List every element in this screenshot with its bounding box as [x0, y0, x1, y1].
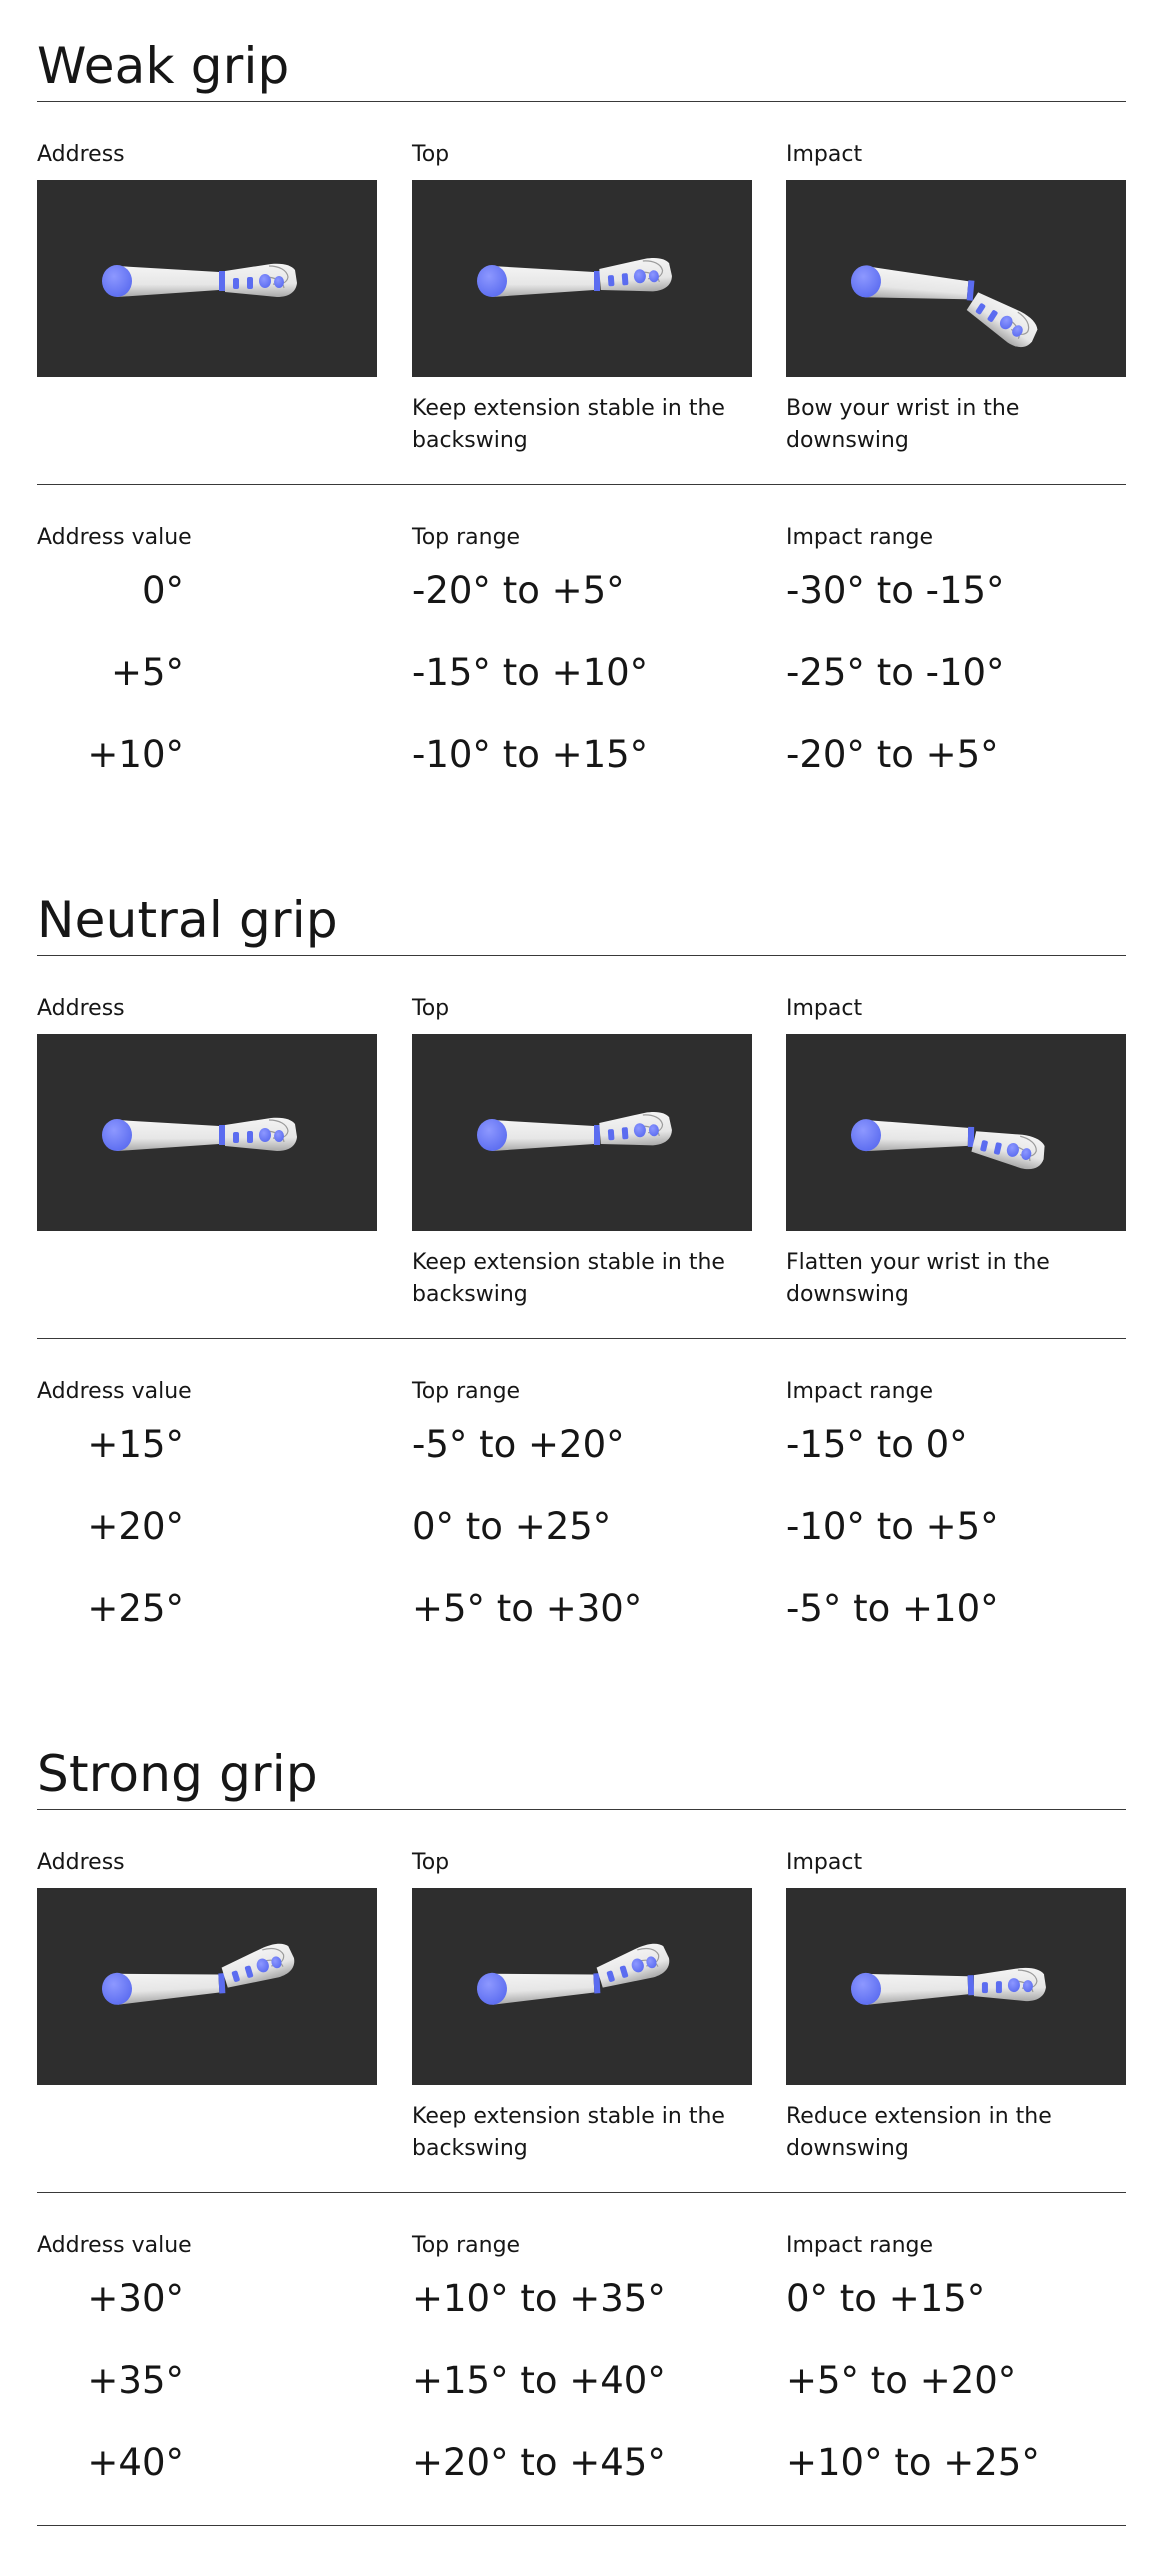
top-range-value: +15° to +40° — [412, 2359, 666, 2402]
arm-illustration-icon — [412, 180, 752, 377]
address-value: +10° — [87, 733, 184, 776]
impact-range-value: +5° to +20° — [786, 2359, 1017, 2402]
figure-label: Top — [412, 996, 450, 1021]
figure-caption: Keep extension stable in the backswing — [412, 2104, 725, 2161]
wrist-pose-image — [37, 180, 377, 377]
figure-caption: Bow your wrist in the downswing — [786, 396, 1020, 453]
figure-caption: Keep extension stable in the backswing — [412, 1250, 725, 1307]
impact-range-value: -15° to 0° — [786, 1423, 968, 1466]
wrist-pose-image — [37, 1034, 377, 1231]
top-range-value: +10° to +35° — [412, 2277, 666, 2320]
wrist-pose-image — [412, 180, 752, 377]
arm-illustration-icon — [786, 1034, 1126, 1231]
figure-caption: Reduce extension in the downswing — [786, 2104, 1052, 2161]
column-header: Top range — [412, 1379, 521, 1404]
section-divider — [37, 2525, 1126, 2526]
wrist-pose-image — [786, 1034, 1126, 1231]
section-divider — [37, 1338, 1126, 1339]
section-divider — [37, 955, 1126, 956]
figure-caption: Flatten your wrist in the downswing — [786, 1250, 1050, 1307]
figure-label: Impact — [786, 1850, 863, 1875]
figure-label: Top — [412, 1850, 450, 1875]
figure-label: Impact — [786, 142, 863, 167]
impact-range-value: -25° to -10° — [786, 651, 1005, 694]
column-header: Address value — [37, 525, 192, 550]
address-value: +30° — [87, 2277, 184, 2320]
figure-label: Address — [37, 142, 125, 167]
figure-label: Top — [412, 142, 450, 167]
address-value: +15° — [87, 1423, 184, 1466]
column-header: Top range — [412, 2233, 521, 2258]
section-divider — [37, 101, 1126, 102]
section-divider — [37, 1809, 1126, 1810]
section-divider — [37, 484, 1126, 485]
arm-illustration-icon — [37, 1888, 377, 2085]
arm-illustration-icon — [412, 1034, 752, 1231]
column-header: Impact range — [786, 2233, 934, 2258]
address-value: +20° — [87, 1505, 184, 1548]
impact-range-value: +10° to +25° — [786, 2441, 1040, 2484]
impact-range-value: -30° to -15° — [786, 569, 1005, 612]
impact-range-value: -20° to +5° — [786, 733, 999, 776]
arm-illustration-icon — [786, 1888, 1126, 2085]
wrist-pose-image — [412, 1034, 752, 1231]
address-value: +35° — [87, 2359, 184, 2402]
section-title: Weak grip — [37, 37, 290, 95]
column-header: Address value — [37, 1379, 192, 1404]
arm-illustration-icon — [37, 180, 377, 377]
column-header: Address value — [37, 2233, 192, 2258]
impact-range-value: -10° to +5° — [786, 1505, 999, 1548]
section-divider — [37, 2192, 1126, 2193]
address-value: +25° — [87, 1587, 184, 1630]
figure-caption: Keep extension stable in the backswing — [412, 396, 725, 453]
arm-illustration-icon — [786, 180, 1126, 377]
section-title: Neutral grip — [37, 891, 338, 949]
figure-label: Impact — [786, 996, 863, 1021]
arm-illustration-icon — [37, 1034, 377, 1231]
address-value: 0° — [141, 569, 184, 612]
top-range-value: 0° to +25° — [412, 1505, 612, 1548]
wrist-pose-image — [786, 180, 1126, 377]
figure-label: Address — [37, 996, 125, 1021]
top-range-value: +5° to +30° — [412, 1587, 643, 1630]
top-range-value: +20° to +45° — [412, 2441, 666, 2484]
figure-label: Address — [37, 1850, 125, 1875]
wrist-pose-image — [412, 1888, 752, 2085]
address-value: +5° — [110, 651, 184, 694]
wrist-pose-image — [37, 1888, 377, 2085]
section-title: Strong grip — [37, 1745, 318, 1803]
top-range-value: -5° to +20° — [412, 1423, 625, 1466]
column-header: Impact range — [786, 525, 934, 550]
top-range-value: -20° to +5° — [412, 569, 625, 612]
top-range-value: -15° to +10° — [412, 651, 649, 694]
impact-range-value: -5° to +10° — [786, 1587, 999, 1630]
top-range-value: -10° to +15° — [412, 733, 649, 776]
address-value: +40° — [87, 2441, 184, 2484]
column-header: Impact range — [786, 1379, 934, 1404]
column-header: Top range — [412, 525, 521, 550]
arm-illustration-icon — [412, 1888, 752, 2085]
wrist-pose-image — [786, 1888, 1126, 2085]
impact-range-value: 0° to +15° — [786, 2277, 986, 2320]
